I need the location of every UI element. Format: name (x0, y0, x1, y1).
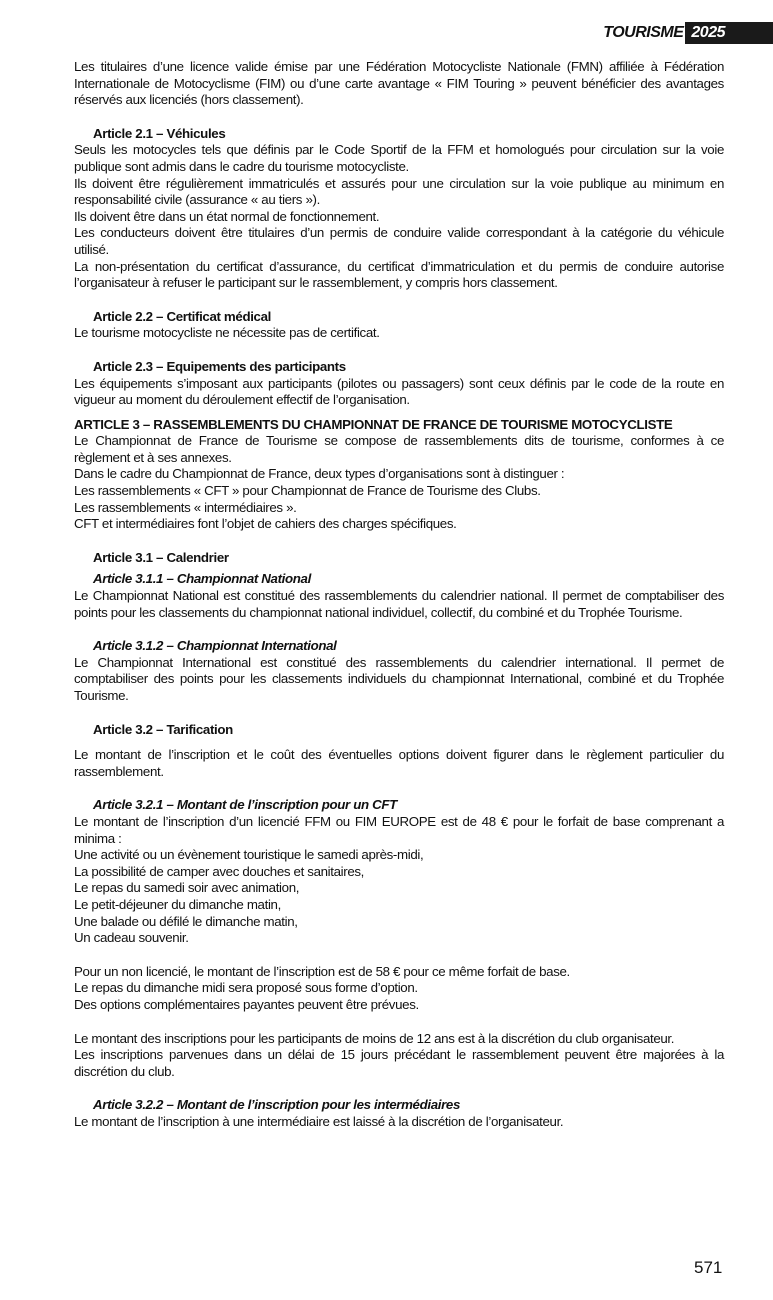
list-item: Un cadeau souvenir. (74, 930, 189, 946)
heading-article-3-2-2: Article 3.2.2 – Montant de l’inscription pour les intermédiaires (93, 1097, 461, 1113)
paragraph-line: Le Championnat National est constitué des rassemblements du calendrier national. Il permet de comptabiliser des points pour les classements du championnat national individuel, collectif, du combiné et du Trophée Tourisme. (74, 588, 724, 620)
paragraph-line: Le montant des inscriptions pour les participants de moins de 12 ans est à la discrétion du club organisateur. (74, 1030, 675, 1046)
heading-article-3-2-1: Article 3.2.1 – Montant de l’inscription pour un CFT (93, 797, 397, 813)
paragraph-line: Dans le cadre du Championnat de France, deux types d’organisations sont à distinguer : (74, 466, 565, 482)
heading-article-3-1-2: Article 3.1.2 – Championnat International (93, 638, 337, 654)
list-item: Une activité ou un évènement touristique le samedi après-midi, (74, 847, 424, 863)
paragraph-line: Les rassemblements « intermédiaires ». (74, 499, 297, 515)
list-item: La possibilité de camper avec douches et sanitaires, (74, 863, 365, 879)
list-item: Le repas du samedi soir avec animation, (74, 880, 300, 896)
paragraph-line: Ils doivent être régulièrement immatriculés et assurés pour une circulation sur la voie publique au minimum en responsabilité civile (assurance « au tiers »). (74, 175, 724, 208)
page-number: 571 (694, 1258, 723, 1277)
paragraph-line: Les inscriptions parvenues dans un délai de 15 jours précédant le rassemblement peuvent être majorées à la discrétion du club. (74, 1047, 724, 1079)
paragraph-line: Ils doivent être dans un état normal de fonctionnement. (74, 208, 380, 224)
paragraph-line: Les équipements s’imposant aux participants (pilotes ou passagers) sont ceux définis par le code de la route en vigueur au moment du déroulement effectif de l’organisation. (74, 375, 724, 408)
paragraph-line: Le Championnat de France de Tourisme se compose de rassemblements dits de tourisme, conformes à ce règlement et à ses annexes. (74, 433, 724, 465)
paragraph-line: Le montant de l’inscription d’un licencié FFM ou FIM EUROPE est de 48 € pour le forfait de base comprenant a minima : (74, 813, 724, 846)
heading-article-2-3: Article 2.3 – Equipements des participants (93, 358, 346, 374)
heading-article-3-2: Article 3.2 – Tarification (93, 721, 233, 737)
paragraph-line: Le Championnat International est constitué des rassemblements du calendrier international. Il permet de comptabiliser des points pour les classements individuels du championnat International, combiné et du Trophée Tourisme. (74, 654, 724, 703)
list-item: Le petit-déjeuner du dimanche matin, (74, 896, 281, 912)
intro-paragraph: Les titulaires d’une licence valide émise par une Fédération Motocycliste Nationale (FMN) affiliée à Fédération Internationale de Motocyclisme (FIM) ou d’une carte avantage « FIM Touring » peuvent bénéficier des avantages réservés aux licenciés (hors classement). (74, 59, 724, 108)
paragraph-line: La non-présentation du certificat d’assurance, du certificat d’immatriculation et du permis de conduire autorise l’organisateur à refuser le participant sur le rassemblement, y compris hors classement. (74, 258, 724, 291)
paragraph-line: Des options complémentaires payantes peuvent être prévues. (74, 996, 419, 1012)
paragraph-line: Les conducteurs doivent être titulaires d’un permis de conduire valide correspondant à la catégorie du véhicule utilisé. (74, 225, 724, 257)
paragraph-line: Le tourisme motocycliste ne nécessite pas de certificat. (74, 325, 380, 341)
paragraph-line: Le montant de l’inscription à une intermédiaire est laissé à la discrétion de l’organisateur. (74, 1113, 564, 1129)
section-header-tag (603, 22, 773, 44)
heading-article-3-1-1: Article 3.1.1 – Championnat National (93, 571, 311, 587)
heading-article-3-1: Article 3.1 – Calendrier (93, 549, 229, 565)
heading-article-2-2: Article 2.2 – Certificat médical (93, 308, 271, 324)
heading-article-2-1: Article 2.1 – Véhicules (93, 125, 226, 141)
paragraph-line: Seuls les motocycles tels que définis par le Code Sportif de la FFM et homologués pour circulation sur la voie publique sont admis dans le cadre du tourisme motocycliste. (74, 142, 724, 174)
list-item: Une balade ou défilé le dimanche matin, (74, 913, 298, 929)
heading-article-3: ARTICLE 3 – RASSEMBLEMENTS DU CHAMPIONNAT DE FRANCE DE TOURISME MOTOCYCLISTE (74, 416, 673, 432)
section-header-year: 2025 (685, 22, 773, 44)
paragraph-line: Le montant de l’inscription et le coût des éventuelles options doivent figurer dans le règlement particulier du rassemblement. (74, 747, 724, 779)
section-header-title: TOURISME (603, 24, 684, 41)
document-body (74, 59, 724, 1130)
paragraph-line: Le repas du dimanche midi sera proposé sous forme d’option. (74, 980, 418, 996)
paragraph-line: Pour un non licencié, le montant de l’inscription est de 58 € pour ce même forfait de base. (74, 963, 570, 979)
paragraph-line: CFT et intermédiaires font l’objet de cahiers des charges spécifiques. (74, 516, 457, 532)
paragraph-line: Les rassemblements « CFT » pour Championnat de France de Tourisme des Clubs. (74, 483, 541, 499)
